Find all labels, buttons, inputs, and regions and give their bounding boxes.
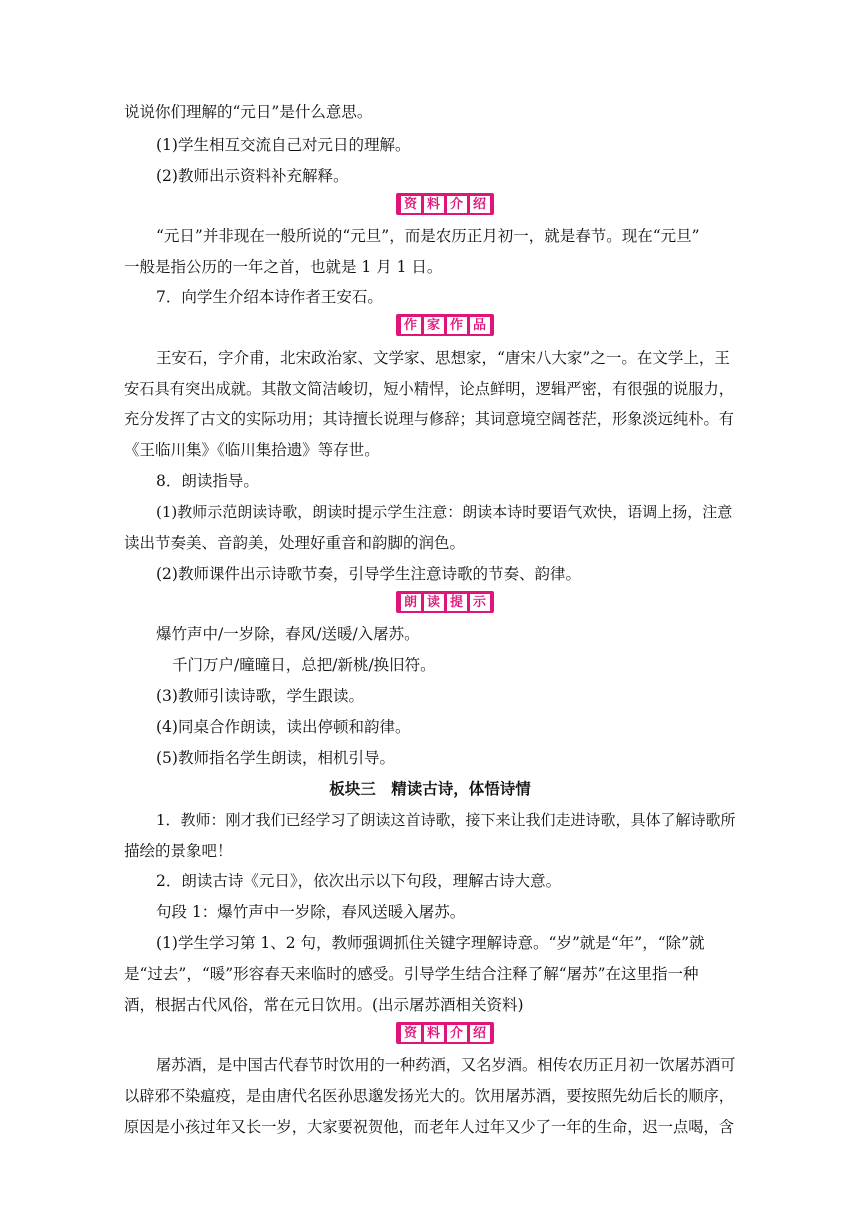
paragraph-line: (4)同桌合作朗读，读出停顿和韵律。 [156,718,411,736]
paragraph-line: 1．教师：刚才我们已经学习了朗读这首诗歌，接下来让我们走进诗歌，具体了解诗歌所 [156,811,736,829]
paragraph-line: 以辟邪不染瘟疫，是由唐代名医孙思邈发扬光大的。饮用屠苏酒，要按照先幼后长的顺序， [124,1087,734,1105]
paragraph-line: (1)学生学习第 1、2 句，教师强调抓住关键字理解诗意。“岁”就是“年”，“除”就 [156,934,705,952]
paragraph-line: (1)学生相互交流自己对元日的理解。 [156,136,411,154]
paragraph-line: 酒，根据古代风俗，常在元日饮用。(出示屠苏酒相关资料) [124,996,524,1014]
badge-char: 料 [424,196,444,213]
badge-char: 料 [424,1025,444,1042]
section-heading: 板块三 精读古诗，体悟诗情 [329,780,531,798]
badge-char: 朗 [401,594,421,611]
badge-char: 绍 [470,1025,490,1042]
badge-char: 介 [447,1025,467,1042]
paragraph-line: (2)教师出示资料补充解释。 [156,167,349,185]
paragraph-line: 句段 1：爆竹声中一岁除，春风送暖入屠苏。 [156,903,466,921]
paragraph-line: 8．朗读指导。 [156,472,259,490]
paragraph-line: 描绘的景象吧！ [124,842,233,860]
paragraph-line: 《王临川集》《临川集拾遗》等存世。 [124,441,380,459]
paragraph-line: (5)教师指名学生朗读，相机引导。 [156,749,395,767]
paragraph-line: (2)教师课件出示诗歌节奏，引导学生注意诗歌的节奏、韵律。 [156,565,581,583]
poem-line: 千门万户/曈曈日，总把/新桃/换旧符。 [172,656,436,674]
paragraph-line: 2．朗读古诗《元日》，依次出示以下句段，理解古诗大意。 [156,872,562,890]
badge-zuojia-zuopin [396,314,494,336]
paragraph-line: (1)教师示范朗读诗歌，朗读时提示学生注意：朗读本诗时要语气欢快，语调上扬，注意 [156,503,733,521]
badge-char: 介 [447,196,467,213]
badge-char: 品 [470,317,490,334]
paragraph-line: (3)教师引读诗歌，学生跟读。 [156,687,364,705]
badge-ziliao-jieshao [396,193,494,215]
paragraph-line: 原因是小孩过年又长一岁，大家要祝贺他，而老年人过年又少了一年的生命，迟一点喝，含 [124,1118,734,1136]
badge-char: 家 [424,317,444,334]
paragraph-line: 充分发挥了古文的实际功用；其诗擅长说理与修辞；其词意境空阔苍茫，形象淡远纯朴。有 [124,410,734,428]
paragraph-line: 7．向学生介绍本诗作者王安石。 [156,288,383,306]
badge-ziliao-jieshao-2 [396,1022,494,1044]
badge-char: 示 [470,594,490,611]
poem-line: 爆竹声中/一岁除，春风/送暖/入屠苏。 [156,625,420,643]
badge-char: 提 [447,594,467,611]
badge-char: 资 [401,196,421,213]
badge-char: 读 [424,594,444,611]
badge-char: 作 [447,317,467,334]
paragraph-line: 屠苏酒，是中国古代春节时饮用的一种药酒，又名岁酒。相传农历正月初一饮屠苏酒可 [156,1056,736,1074]
badge-char: 作 [401,317,421,334]
paragraph-line: 是“过去”，“暖”形容春天来临时的感受。引导学生结合注释了解“屠苏”在这里指一种 [124,965,699,983]
paragraph-line: “元日”并非现在一般所说的“元旦”，而是农历正月初一，就是春节。现在“元旦” [156,227,700,245]
badge-char: 绍 [470,196,490,213]
badge-char: 资 [401,1025,421,1042]
paragraph-line: 王安石，字介甫，北宋政治家、文学家、思想家，“唐宋八大家”之一。在文学上，王 [156,349,730,367]
badge-langdu-tishi [396,591,494,613]
paragraph-line: 安石具有突出成就。其散文简洁峻切，短小精悍，论点鲜明，逻辑严密，有很强的说服力， [124,380,734,398]
paragraph-line: 一般是指公历的一年之首，也就是 1 月 1 日。 [124,258,443,276]
paragraph-line: 说说你们理解的“元日”是什么意思。 [124,103,373,121]
paragraph-line: 读出节奏美、音韵美，处理好重音和韵脚的润色。 [124,534,466,552]
